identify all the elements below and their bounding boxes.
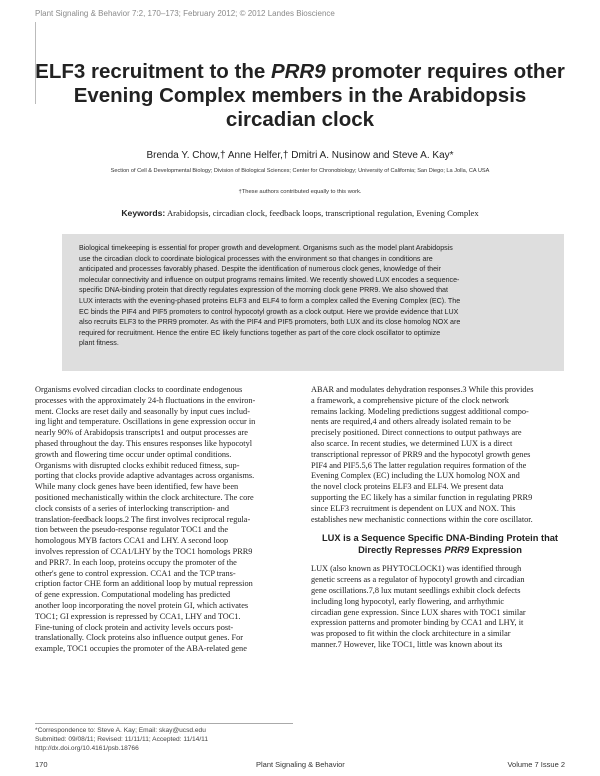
body-text-line: ABAR and modulates dehydration responses.3 While this provides bbox=[311, 385, 534, 394]
body-text-line: was proposed to fit within the clock architecture in a similar bbox=[311, 629, 511, 639]
body-text-line: a framework, a comprehensive picture of the clock network bbox=[311, 395, 509, 405]
body-text-line: manner.7 However, like TOC1, little was known about its bbox=[311, 639, 503, 649]
body-text-line: cription factor CHE form an additional loop by mutual repression bbox=[35, 579, 253, 589]
abstract-line: required for recruitment. Hence the entire EC likely functions together as part of the core clock oscillator to optimize bbox=[79, 328, 441, 337]
section-heading bbox=[311, 533, 569, 556]
body-text-line: supporting the EC likely has a similar function in regulating PRR9 bbox=[311, 492, 533, 502]
right-column-section-body bbox=[311, 564, 569, 650]
body-text-line: Organisms with disrupted clocks exhibit reduced fitness, sup- bbox=[35, 460, 240, 470]
abstract-line: molecular connectivity and influence on output programs remains limited. We recently showed LUX encodes a sequence- bbox=[79, 275, 460, 284]
left-column bbox=[35, 385, 293, 655]
body-text-line: LUX (also known as PHYTOCLOCK1) was identified through bbox=[311, 564, 522, 574]
body-text-line: nents are required,4 and others already isolated remain to be bbox=[311, 417, 511, 427]
abstract-box bbox=[62, 234, 564, 371]
body-text-line: circadian gene expression. Since LUX shares with TOC1 similar bbox=[311, 607, 526, 617]
footnote-line: Submitted: 09/08/11; Revised: 11/11/11; Accepted: 11/14/11 bbox=[35, 736, 209, 743]
body-text-line: of gene expression. Computational modeling has predicted bbox=[35, 590, 231, 600]
abstract-line: LUX interacts with the evening-phased proteins ELF3 and ELF4 to form a complex called the Evening Complex (EC). The bbox=[79, 296, 461, 305]
body-text-line: and PRR7. In each loop, proteins occupy the promoter of the bbox=[35, 557, 237, 567]
right-column-intro bbox=[311, 385, 569, 525]
body-text-line: nearly 90% of Arabidopsis transcripts1 and output processes are bbox=[35, 428, 248, 438]
journal-citation-header: Plant Signaling & Behavior 7:2, 170–173; February 2012; © 2012 Landes Bioscience bbox=[35, 9, 335, 18]
footnotes bbox=[35, 726, 293, 753]
body-text-line: expression patterns and promoter binding by CCA1 and LHY, it bbox=[311, 618, 524, 628]
abstract-line: use the circadian clock to coordinate biological processes with the environment so that changes in conditions are bbox=[79, 254, 433, 263]
body-text-line: TOC1; GI expression is repressed by CCA1, LHY and TOC1. bbox=[35, 611, 241, 621]
body-text-line: translation-feedback loops.2 The first involves reciprocal regula- bbox=[35, 514, 251, 524]
abstract-line: also recruits ELF3 to the PRR9 promoter. As with the PIF4 and PIF5 promoters, both LUX and its close homolog NOX are bbox=[79, 318, 461, 327]
body-text-line: translationally. Clock proteins also influence output genes. For bbox=[35, 633, 243, 643]
body-text-line: positioned mechanistically within the clock architecture. The core bbox=[35, 492, 254, 502]
body-text-line: since ELF3 recruitment is dependent on LUX and NOX. This bbox=[311, 503, 516, 513]
affiliation: Section of Cell & Developmental Biology; Division of Biological Sciences; Center for Chronobiology; University of California; San Diego; La Jolla, CA USA bbox=[110, 168, 490, 174]
body-text-line: ment. Clocks are reset daily and seasonally by input cues includ- bbox=[35, 406, 250, 416]
body-text-line: gene oscillations.7,8 lux mutant seedlings exhibit clock defects bbox=[311, 585, 521, 595]
article-title bbox=[30, 60, 570, 132]
body-text-line: genetic screens as a regulator of hypocotyl growth and circadian bbox=[311, 575, 525, 585]
body-text-line: tion between the pseudo-response regulator TOC1 and the bbox=[35, 525, 229, 535]
equal-contribution-note: †These authors contributed equally to this work. bbox=[238, 189, 362, 195]
page-number: 170 bbox=[35, 760, 48, 769]
body-text-line: also scarce. In recent studies, we determined LUX is a direct bbox=[311, 438, 513, 448]
abstract-line: plant fitness. bbox=[79, 339, 119, 348]
body-text-line: Evening Complex (EC) including the LUX homolog NOX and bbox=[311, 471, 520, 481]
body-text-line: including long hypocotyl, early flowering, and arrhythmic bbox=[311, 596, 505, 606]
body-text-line: precisely positioned. Direct connections to output pathways are bbox=[311, 428, 522, 438]
body-text-line: the novel clock proteins ELF3 and ELF4. We present data bbox=[311, 482, 504, 492]
footer-volume-issue: Volume 7 Issue 2 bbox=[507, 760, 565, 769]
right-column bbox=[311, 385, 569, 651]
keywords-text: Arabidopsis, circadian clock, feedback loops, transcriptional regulation, Evening Complex bbox=[166, 208, 479, 218]
body-text-line: transcriptional repressor of PRR9 and the hypocotyl growth genes bbox=[311, 449, 531, 459]
body-text-line: phased throughout the day. This ensures responses like hypocotyl bbox=[35, 438, 253, 448]
abstract-line: anticipated and processes favorably phased. Despite the identification of numerous clock genes, knowledge of their bbox=[79, 265, 441, 274]
body-text-line: another loop incorporating the novel protein GI, which activates bbox=[35, 600, 249, 610]
body-text-line: processes with the approximately 24-h fluctuations in the environ- bbox=[35, 395, 256, 405]
body-text-line: Fine-tuning of clock protein and activity levels occurs post- bbox=[35, 622, 234, 632]
body-text-line: other's gene to control expression. CCA1 and the TCP trans- bbox=[35, 568, 236, 578]
keywords-label: Keywords: bbox=[121, 208, 166, 218]
body-text-line: Organisms evolved circadian clocks to coordinate endogenous bbox=[35, 385, 243, 394]
footnote-line: http://dx.doi.org/10.4161/psb.18766 bbox=[35, 745, 139, 752]
footnote-line: *Correspondence to: Steve A. Kay; Email: skay@ucsd.edu bbox=[35, 727, 206, 734]
title-part-2: promoter requires other Evening Complex members in the Arabidopsis circadian clock bbox=[73, 60, 565, 131]
body-text-line: homologous MYB factors CCA1 and LHY. A second loop bbox=[35, 536, 229, 546]
body-text-line: ing light and temperature. Oscillations in gene expression occur in bbox=[35, 417, 256, 427]
body-text-line: establishes new mechanistic connections within the core oscillator. bbox=[311, 514, 533, 524]
body-text-line: clock consists of a series of interlocking transcription- and bbox=[35, 503, 230, 513]
body-text-line: remains lacking. Modeling predictions suggest additional compo- bbox=[311, 406, 529, 416]
keywords bbox=[30, 208, 570, 218]
body-text-line: growth and flowering time occur under optimal conditions. bbox=[35, 449, 232, 459]
footer-journal-name: Plant Signaling & Behavior bbox=[256, 760, 345, 769]
title-part-1: ELF3 recruitment to the bbox=[35, 60, 271, 83]
title-gene-name: PRR9 bbox=[270, 60, 326, 83]
footnote-rule bbox=[35, 723, 293, 724]
abstract-line: Biological timekeeping is essential for proper growth and development. Organisms such as the model plant Arabidopsis bbox=[79, 244, 453, 252]
body-text-line: porting that clocks provide adaptive advantages across organisms. bbox=[35, 471, 255, 481]
section-heading-line-2: Directly Represses PRR9 Expression bbox=[358, 544, 522, 555]
section-heading-line-1: LUX is a Sequence Specific DNA-Binding Protein that bbox=[321, 533, 559, 544]
abstract-line: EC binds the PIF4 and PIF5 promoters to control hypocotyl growth as a clock output. Here we provide evidence that LUX bbox=[79, 307, 459, 316]
body-text-line: PIF4 and PIF5.5,6 The latter regulation requires formation of the bbox=[311, 460, 527, 470]
body-text-line: example, TOC1 occupies the promoter of the ABA-related gene bbox=[35, 644, 247, 654]
author-list: Brenda Y. Chow,† Anne Helfer,† Dmitri A. Nusinow and Steve A. Kay* bbox=[146, 150, 454, 161]
body-text-line: involves repression of CCA1/LHY by the TOC1 homologs PRR9 bbox=[35, 546, 253, 556]
body-text-line: While many clock genes have been identified, few have been bbox=[35, 482, 239, 492]
abstract-line: specific DNA-binding protein that directly regulates expression of the morning clock gene PRR9. We also showed that bbox=[79, 286, 448, 295]
